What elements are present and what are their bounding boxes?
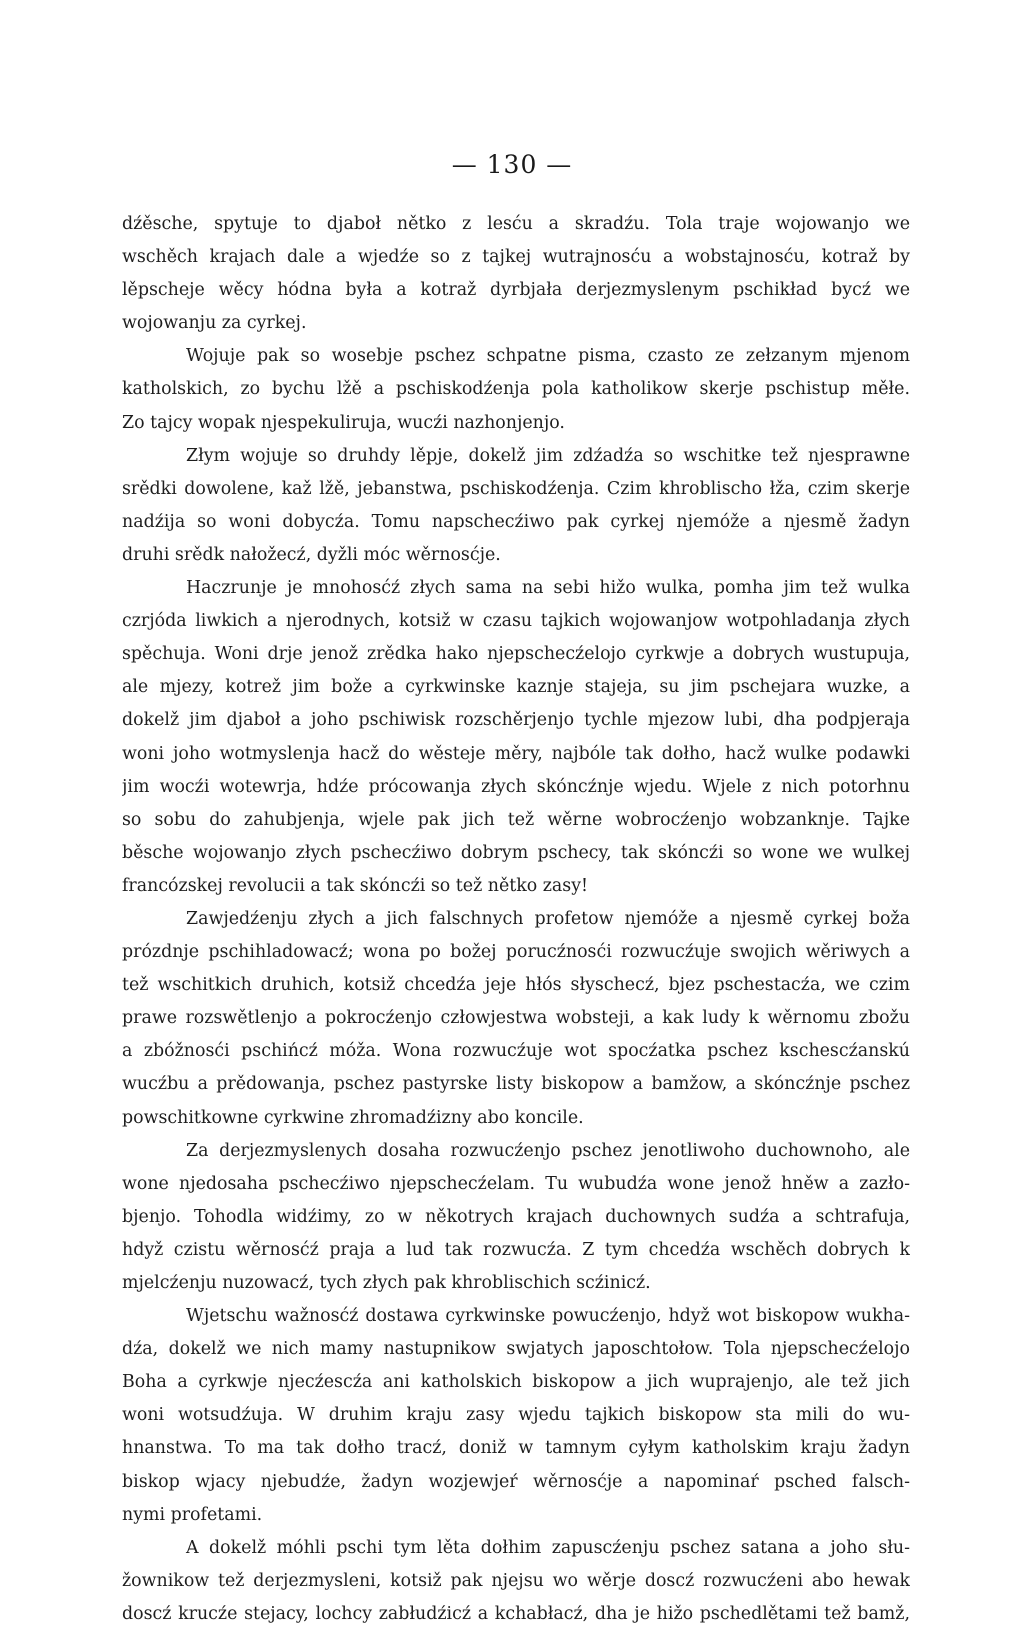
text-line: Boha a cyrkwje njecźescźa ani katholskich biskopow a jich wuprajenjo, ale tež jich	[122, 1372, 910, 1393]
text-line: tež wschitkich druhich, kotsiž chcedźa jeje hłós słyschecź, bjez pschestacźa, we czim	[122, 975, 910, 996]
text-line: jim wocźi wotewrja, hdźe prócowanja złych skóncźnje wjedu. Wjele z nich potorhnu	[122, 776, 910, 797]
text-line: mjelcźenju nuzowacź, tych złych pak khroblischich scźinicź.	[122, 1273, 651, 1293]
text-line: nadźija so woni dobycźa. Tomu napschecźiwo pak cyrkej njemóže a njesmě žadyn	[122, 511, 910, 532]
text-line: srědki dowolene, kaž lžě, jebanstwa, pschiskodźenja. Czim khroblischo łža, czim skerje	[122, 478, 910, 499]
text-line: dźa, dokelž we nich mamy nastupnikow swjatych japoschtołow. Tola njepschecźelojo	[122, 1339, 910, 1360]
text-line: běsche wojowanjo złych pschecźiwo dobrym pschecy, tak skóncźi so wone we wulkej	[122, 842, 910, 863]
text-line: Złym wojuje so druhdy lěpje, dokelž jim zdźadźa so wschitke tež njesprawne	[186, 445, 910, 466]
text-line: czrjóda liwkich a njerodnych, kotsiž w czasu tajkich wojowanjow wotpohladanja złych	[122, 611, 910, 632]
text-line: prawe rozswětlenjo a pokrocźenjo człowjestwa wobsteji, a kak ludy k wěrnomu zbožu	[122, 1008, 910, 1029]
text-line: hdyž czistu wěrnosćź praja a lud tak rozwucźa. Z tym chcedźa wschěch dobrych k	[122, 1239, 910, 1260]
text-line: spěchuja. Woni drje jenož zrědka hako njepschecźelojo cyrkwje a dobrych wustupuja,	[122, 644, 910, 665]
text-line: dokelž jim djaboł a joho pschiwisk rozschěrjenjo tychle mjezow lubi, dha podpjeraja	[122, 710, 910, 731]
text-line: Wjetschu wažnosćź dostawa cyrkwinske powucźenjo, hdyž wot biskopow wukha-	[186, 1306, 910, 1327]
text-line: prózdnje pschihladowacź; wona po božej porucźnosći rozwucźuje swojich wěriwych a	[122, 942, 910, 963]
text-line: woni wotsudźuja. W druhim kraju zasy wjedu tajkich biskopow sta mili do wu-	[122, 1405, 910, 1426]
text-line: hnanstwa. To ma tak dołho tracź, doniž w tamnym cyłym katholskim kraju žadyn	[122, 1438, 910, 1459]
text-line: druhi srědk nałožecź, dyžli móc wěrnosćje.	[122, 544, 501, 565]
text-line: A dokelž móhli pschi tym lěta dołhim zapuscźenju pschez satana a joho słu-	[186, 1537, 910, 1558]
text-line: wone njedosaha pschecźiwo njepschecźelam. Tu wubudźa wone jenož hněw a zazło-	[122, 1173, 910, 1194]
text-line: biskop wjacy njebudźe, žadyn wozjewjeŕ wěrnosćje a napominaŕ psched falsch-	[122, 1471, 910, 1492]
text-line: Za derjezmyslenych dosaha rozwucźenjo pschez jenotliwoho duchownoho, ale	[186, 1140, 910, 1161]
text-line: powschitkowne cyrkwine zhromadźizny abo koncile.	[122, 1107, 584, 1128]
text-line: dźěsche, spytuje to djaboł nětko z lesću a skradźu. Tola traje wojowanjo we	[122, 214, 910, 234]
text-line: wojowanju za cyrkej.	[122, 313, 307, 334]
text-line: Wojuje pak so wosebje pschez schpatne pisma, czasto ze zełzanym mjenom	[186, 346, 910, 367]
text-line: Zawjedźenju złych a jich falschnych profetow njemóže a njesmě cyrkej boža	[186, 908, 910, 929]
text-line: nymi profetami.	[122, 1504, 263, 1525]
text-line: wucźbu a prědowanja, pschez pastyrske listy biskopow a bamžow, a skóncźnje pschez	[122, 1074, 910, 1095]
text-line: Haczrunje je mnohosćź złych sama na sebi hižo wulka, pomha jim tež wulka	[186, 578, 910, 599]
text-line: bjenjo. Tohodla widźimy, zo w někotrych krajach duchownych sudźa a schtrafuja,	[122, 1206, 910, 1227]
text-line: a zbóžnosći pschińcź móža. Wona rozwucźuje wot spocźatka pschez kschescźanskú	[122, 1041, 910, 1062]
text-line: wschěch krajach dale a wjedźe so z tajkej wutrajnosću a wobstajnosću, kotraž by	[122, 247, 910, 268]
text-line: francózskej revolucii a tak skóncźi so tež nětko zasy!	[122, 875, 589, 896]
text-line: ale mjezy, kotrež jim bože a cyrkwinske kaznje stajeja, su jim pschejara wuzke, a	[122, 677, 910, 698]
page-number: — 130 —	[451, 150, 573, 179]
body-text	[122, 208, 910, 1631]
text-line: Zo tajcy wopak njespekuliruja, wucźi nazhonjenjo.	[122, 412, 565, 433]
text-line: so sobu do zahubjenja, wjele pak jich tež wěrne wobrocźenjo wobzanknje. Tajke	[122, 809, 910, 830]
text-line: lěpscheje wěcy hódna była a kotraž dyrbjała derjezmyslenym pschikład bycź we	[122, 280, 910, 301]
text-line: žownikow tež derjezmysleni, kotsiž pak njejsu wo wěrje doscź rozwucźeni abo hewak	[122, 1570, 910, 1591]
text-line: doscź krucźe stejacy, lochcy zabłudźicź a kchabłacź, dha je hižo pschedlětami tež bamž,	[122, 1603, 910, 1624]
text-line: katholskich, zo bychu lžě a pschiskodźenja pola katholikow skerje pschistup měłe.	[122, 379, 910, 400]
text-line: woni joho wotmyslenja hacž do wěsteje měry, najbóle tak dołho, hacž wulke podawki	[122, 743, 910, 764]
